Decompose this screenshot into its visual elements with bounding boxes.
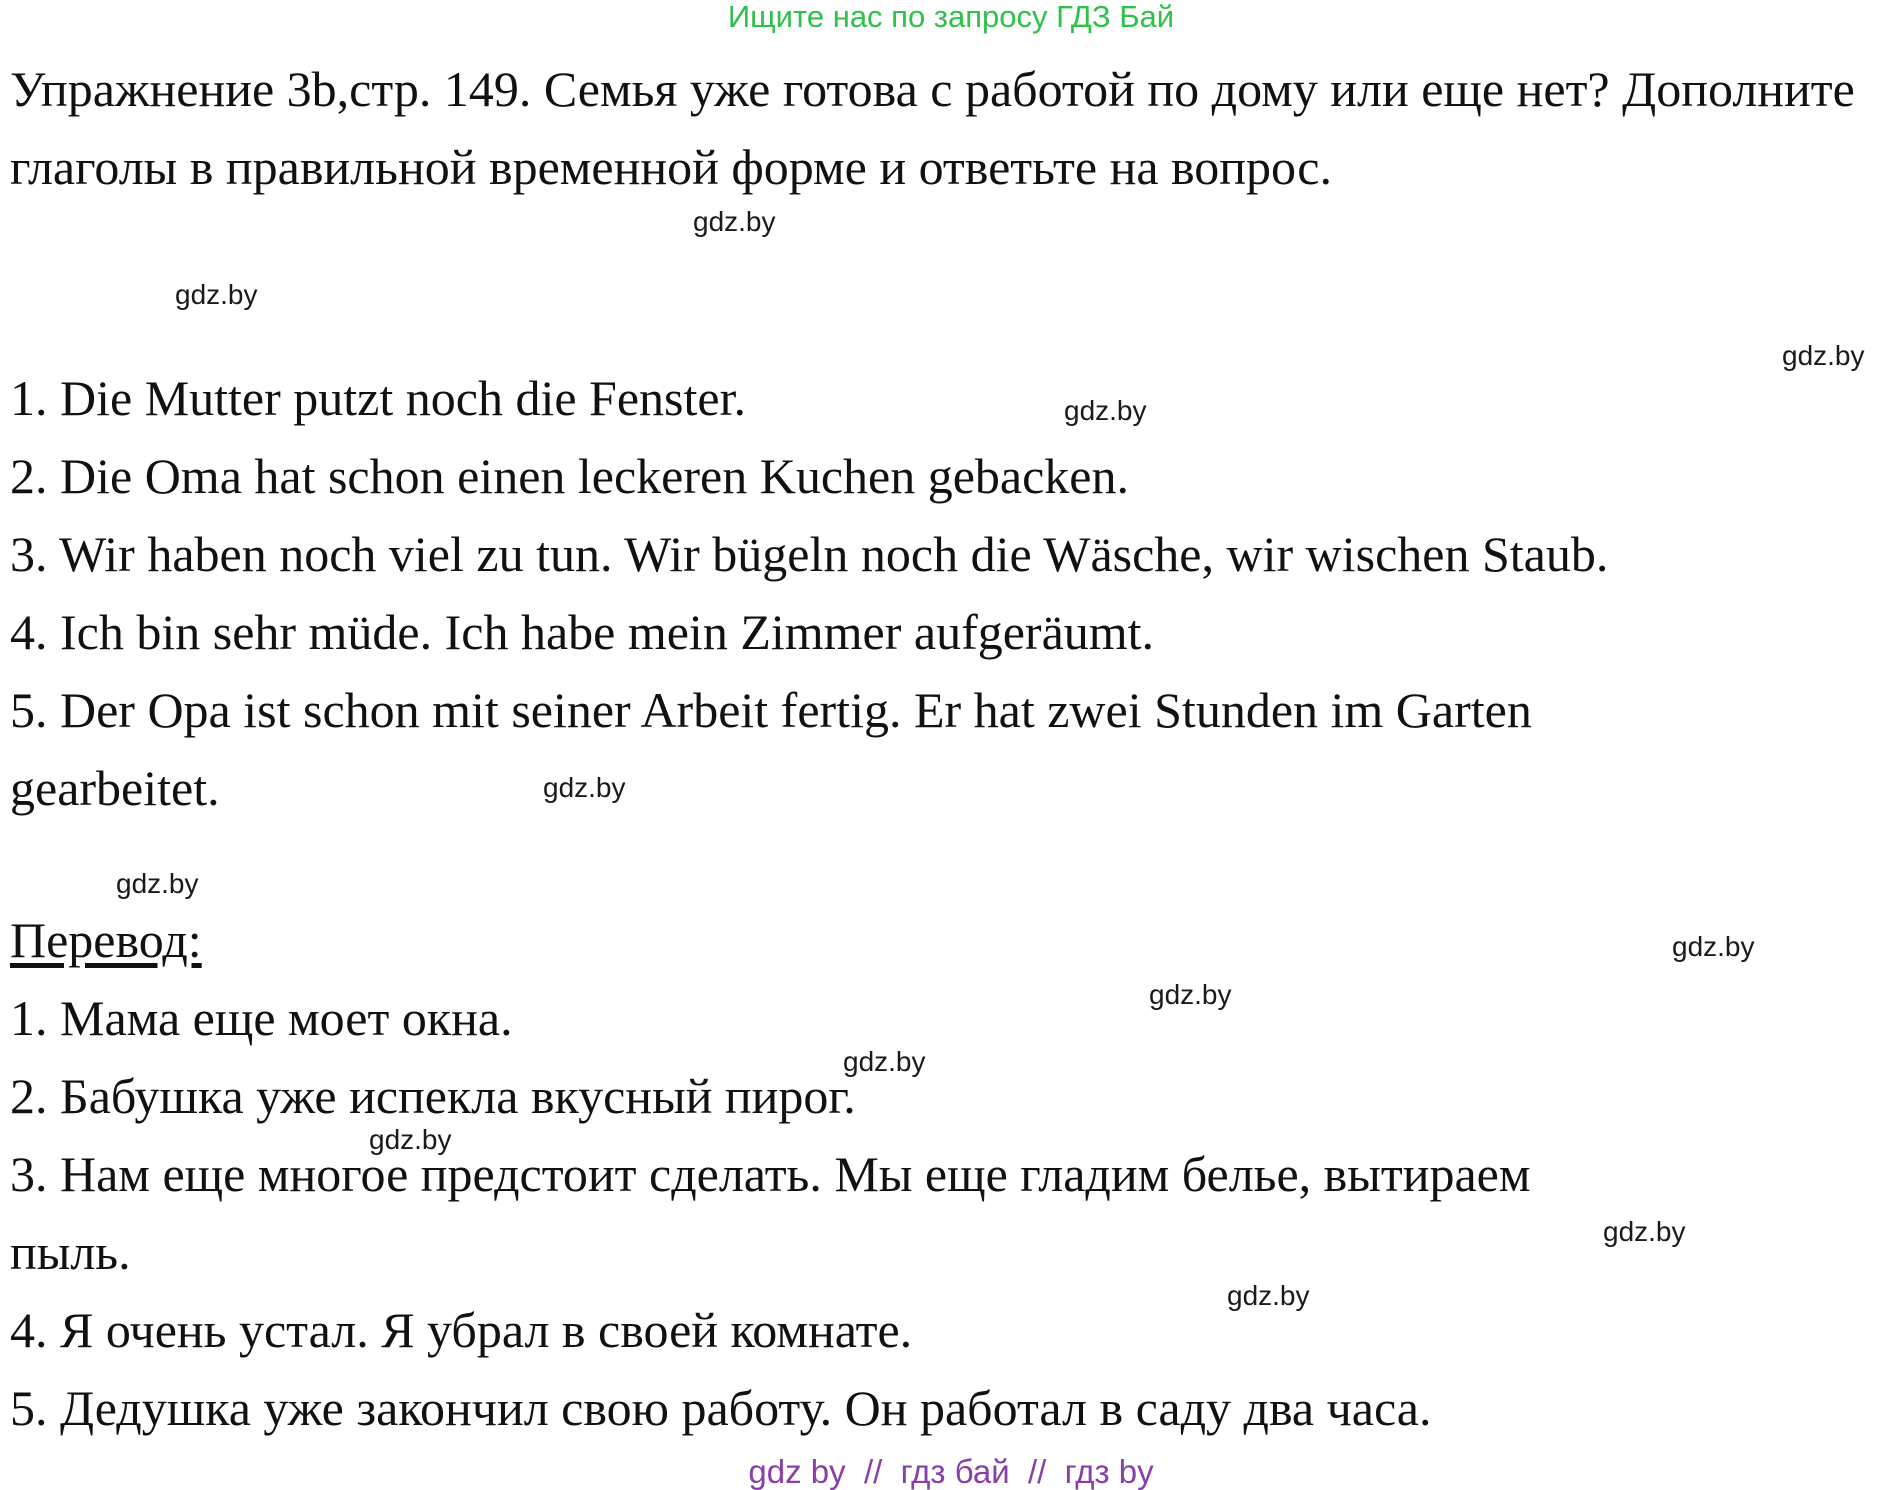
translation-line-1: 1. Мама еще моет окна.	[10, 990, 513, 1046]
top-banner: Ищите нас по запросу ГДЗ Бай	[727, 0, 1175, 34]
answer-line-5-continued: gearbeitet.	[10, 760, 220, 816]
watermark: gdz.by	[1064, 395, 1147, 426]
footer-watermark: gdz by // гдз бай // гдз by	[748, 1453, 1154, 1490]
task-title: Упражнение 3b,стр. 149. Семья уже готова с работой по дому или еще нет? Дополните глаголы в правильной временной форме и ответьте на вопрос.	[10, 61, 1855, 195]
answer-line-1: 1. Die Mutter putzt noch die Fenster.	[10, 370, 746, 426]
watermark: gdz.by	[369, 1124, 452, 1155]
watermark: gdz.by	[1782, 340, 1865, 371]
watermark: gdz.by	[1672, 931, 1755, 962]
answer-line-4: 4. Ich bin sehr müde. Ich habe mein Zimmer aufgeräumt.	[10, 604, 1155, 660]
watermark: gdz.by	[543, 772, 626, 803]
watermark: gdz.by	[116, 868, 199, 899]
answer-line-5: 5. Der Opa ist schon mit seiner Arbeit fertig. Er hat zwei Stunden im Garten	[10, 682, 1532, 738]
watermark: gdz.by	[1603, 1216, 1686, 1247]
watermark: gdz.by	[1227, 1280, 1310, 1311]
translation-line-4: 4. Я очень устал. Я убрал в своей комнате.	[10, 1302, 913, 1358]
watermark: gdz.by	[1149, 979, 1232, 1010]
answer-line-2: 2. Die Oma hat schon einen leckeren Kuchen gebacken.	[10, 448, 1129, 504]
watermark: gdz.by	[693, 206, 776, 237]
translation-line-2: 2. Бабушка уже испекла вкусный пирог.	[10, 1068, 856, 1124]
answer-line-3: 3. Wir haben noch viel zu tun. Wir bügeln noch die Wäsche, wir wischen Staub.	[10, 526, 1609, 582]
translation-line-5: 5. Дедушка уже закончил свою работу. Он работал в саду два часа.	[10, 1380, 1432, 1436]
watermark: gdz.by	[175, 279, 258, 310]
watermark: gdz.by	[843, 1046, 926, 1077]
translation-heading: Перевод:	[10, 912, 202, 968]
translation-line-3-continued: пыль.	[10, 1224, 131, 1280]
translation-line-3: 3. Нам еще многое предстоит сделать. Мы еще гладим белье, вытираем	[10, 1146, 1531, 1202]
